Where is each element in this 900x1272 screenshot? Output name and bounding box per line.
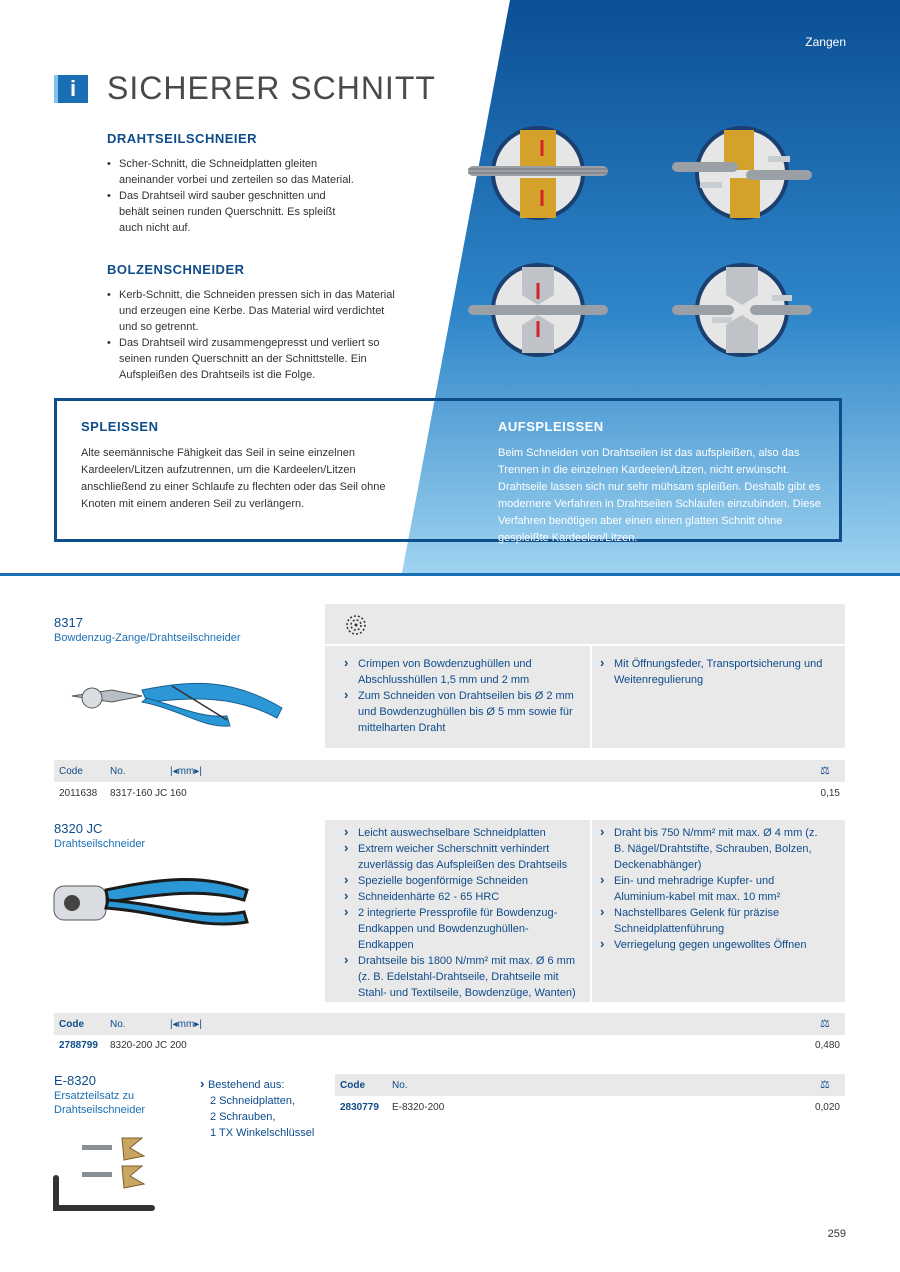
feature-item: › Schneidenhärte 62 - 65 HRC bbox=[344, 889, 582, 905]
section-heading-drahtseilschneider: DRAHTSEILSCHNEIER bbox=[107, 131, 258, 146]
weight-icon: ⚖ bbox=[820, 1079, 830, 1091]
cable-cross-section-icon bbox=[345, 614, 367, 636]
col-length: |◂mm▸| bbox=[170, 766, 202, 777]
row-weight: 0,020 bbox=[814, 1102, 840, 1113]
col-length-label: mm bbox=[177, 766, 195, 777]
features-e8320 bbox=[200, 1076, 314, 1141]
row-length: 200 bbox=[170, 1040, 187, 1051]
feature-item: › Leicht auswechselbare Schneidplatten bbox=[344, 825, 582, 841]
bullet-item: • Das Drahtseil wird sauber geschnitten und behält seinen runden Querschnitt. Es spleißt auch nicht auf. bbox=[107, 188, 357, 236]
col-no: No. bbox=[392, 1080, 408, 1091]
page-title: SICHERER SCHNITT bbox=[107, 70, 436, 106]
row-code: 2830779 bbox=[340, 1102, 379, 1113]
col-code: Code bbox=[59, 1019, 84, 1030]
feature-item: › Zum Schneiden von Drahtseilen bis Ø 2 mm und Bowdenzughüllen bis Ø 5 mm sowie für mittelharten Draht bbox=[344, 688, 582, 736]
bolzenschneider-bullets bbox=[107, 287, 397, 383]
info-icon: i bbox=[54, 75, 88, 103]
bullet-item: • Das Drahtseil wird zusammengepresst und verliert so seinen runden Querschnitt an der Schnittstelle. Ein Aufspleißen des Drahtseils ist die Folge. bbox=[107, 335, 397, 383]
row-no: 8317-160 JC bbox=[110, 788, 168, 799]
features-left-8320 bbox=[344, 825, 582, 1001]
row-length: 160 bbox=[170, 788, 187, 799]
shear-cut-before-diagram bbox=[468, 118, 608, 228]
aufspleissen-heading: AUFSPLEISSEN bbox=[498, 419, 604, 434]
product-code-8317: 8317 bbox=[54, 615, 83, 630]
page-category: Zangen bbox=[805, 35, 846, 49]
drahtseilschneider-image bbox=[52, 868, 252, 938]
spleissen-heading: SPLEISSEN bbox=[81, 419, 159, 434]
feature-item: › Nachstellbares Gelenk für präzise Schneidplattenführung bbox=[600, 905, 830, 937]
row-code: 2011638 bbox=[59, 788, 98, 799]
ersatzteilsatz-image bbox=[52, 1130, 162, 1215]
row-no: E-8320-200 bbox=[392, 1102, 445, 1113]
features-right-8320 bbox=[600, 825, 830, 953]
row-code: 2788799 bbox=[59, 1040, 98, 1051]
row-no: 8320-200 JC bbox=[110, 1040, 168, 1051]
col-length: |◂mm▸| bbox=[170, 1019, 202, 1030]
features-left-8317 bbox=[344, 656, 582, 736]
notch-cut-after-diagram bbox=[672, 255, 812, 365]
feature-item: › Draht bis 750 N/mm² mit max. Ø 4 mm (z. B. Nägel/Drahtstifte, Schrauben, Bolzen, Deckenabhänger) bbox=[600, 825, 830, 873]
product-name-8317: Bowdenzug-Zange/Drahtseilschneider bbox=[54, 632, 241, 644]
feature-item: 1 TX Winkelschlüssel bbox=[210, 1127, 315, 1139]
feature-item: › Ein- und mehradrige Kupfer- und Aluminium-kabel mit max. 10 mm² bbox=[600, 873, 830, 905]
col-code: Code bbox=[340, 1080, 365, 1091]
features-right-8317 bbox=[600, 656, 830, 688]
feature-item: › Bestehend aus: bbox=[200, 1076, 285, 1091]
shear-cut-after-diagram bbox=[672, 118, 812, 228]
product-name-8320: Drahtseilschneider bbox=[54, 838, 146, 850]
feature-item: › Crimpen von Bowdenzughüllen und Abschlusshüllen 1,5 mm und 2 mm bbox=[344, 656, 582, 688]
feature-item: 2 Schneidplatten, bbox=[210, 1095, 296, 1107]
product-name-e8320: Ersatzteilsatz zu Drahtseilschneider bbox=[54, 1090, 146, 1116]
spleissen-text: Alte seemännische Fähigkeit das Seil in seine einzelnen Kardeelen/Litzen aufzutrennen, um die Kardeelen/Litzen anschließend zu einer Schlaufe zu flechten oder das Seil ohne Knoten mit einem anderen Seil zu verlängern. bbox=[81, 447, 386, 510]
bowdenzug-zange-image bbox=[52, 668, 292, 738]
notch-cut-before-diagram bbox=[468, 255, 608, 365]
bullet-item: • Kerb-Schnitt, die Schneiden pressen sich in das Material und erzeugen eine Kerbe. Das Material wird verdichtet und so getrennt. bbox=[107, 287, 397, 335]
col-no: No. bbox=[110, 766, 126, 777]
feature-item: › Extrem weicher Scherschnitt verhindert zuverlässig das Aufspleißen des Drahtseils bbox=[344, 841, 582, 873]
row-weight: 0,480 bbox=[814, 1040, 840, 1051]
table-header-e8320 bbox=[335, 1074, 845, 1096]
feature-item: › Spezielle bogenförmige Schneiden bbox=[344, 873, 582, 889]
section-heading-bolzenschneider: BOLZENSCHNEIDER bbox=[107, 262, 245, 277]
weight-icon: ⚖ bbox=[820, 1018, 830, 1030]
drahtseilschneider-bullets bbox=[107, 156, 357, 236]
row-weight: 0,15 bbox=[820, 788, 840, 799]
feature-item: › Drahtseile bis 1800 N/mm² mit max. Ø 6 mm (z. B. Edelstahl-Drahtseile, Drahtseile mit Stahl- und Textilseile, Bowdenzüge, Wanten) bbox=[344, 953, 582, 1001]
feature-item: › 2 integrierte Pressprofile für Bowdenzug-Endkappen und Bowdenzughüllen-Endkappen bbox=[344, 905, 582, 953]
feature-item: › Mit Öffnungsfeder, Transportsicherung und Weitenregulierung bbox=[600, 656, 830, 688]
feature-item: › Verriegelung gegen ungewolltes Öffnen bbox=[600, 937, 830, 953]
product-code-8320: 8320 JC bbox=[54, 821, 103, 836]
col-code: Code bbox=[59, 766, 83, 777]
aufspleissen-text: Beim Schneiden von Drahtseilen ist das aufspleißen, also das Trennen in die einzelnen Kardeelen/Litzen, nicht erwünscht. Drahtseile lassen sich nur sehr mühsam spleißen. Deshalb gibt es modernere Verfahren in Drahtseilen Schlaufen einzubinden. Diese Verfahren benötigen aber einen einen glatten Schnitt ohne gespleißte Kardeelen/Litzen. bbox=[498, 447, 821, 544]
feature-header-8317 bbox=[325, 604, 845, 644]
page-number: 259 bbox=[827, 1228, 846, 1240]
bullet-item: • Scher-Schnitt, die Schneidplatten gleiten aneinander vorbei und zerteilen so das Material. bbox=[107, 156, 357, 188]
product-code-e8320: E-8320 bbox=[54, 1073, 96, 1088]
feature-item: 2 Schrauben, bbox=[210, 1111, 276, 1123]
col-length-label: mm bbox=[177, 1019, 195, 1030]
col-no: No. bbox=[110, 1019, 126, 1030]
weight-icon: ⚖ bbox=[820, 765, 830, 777]
